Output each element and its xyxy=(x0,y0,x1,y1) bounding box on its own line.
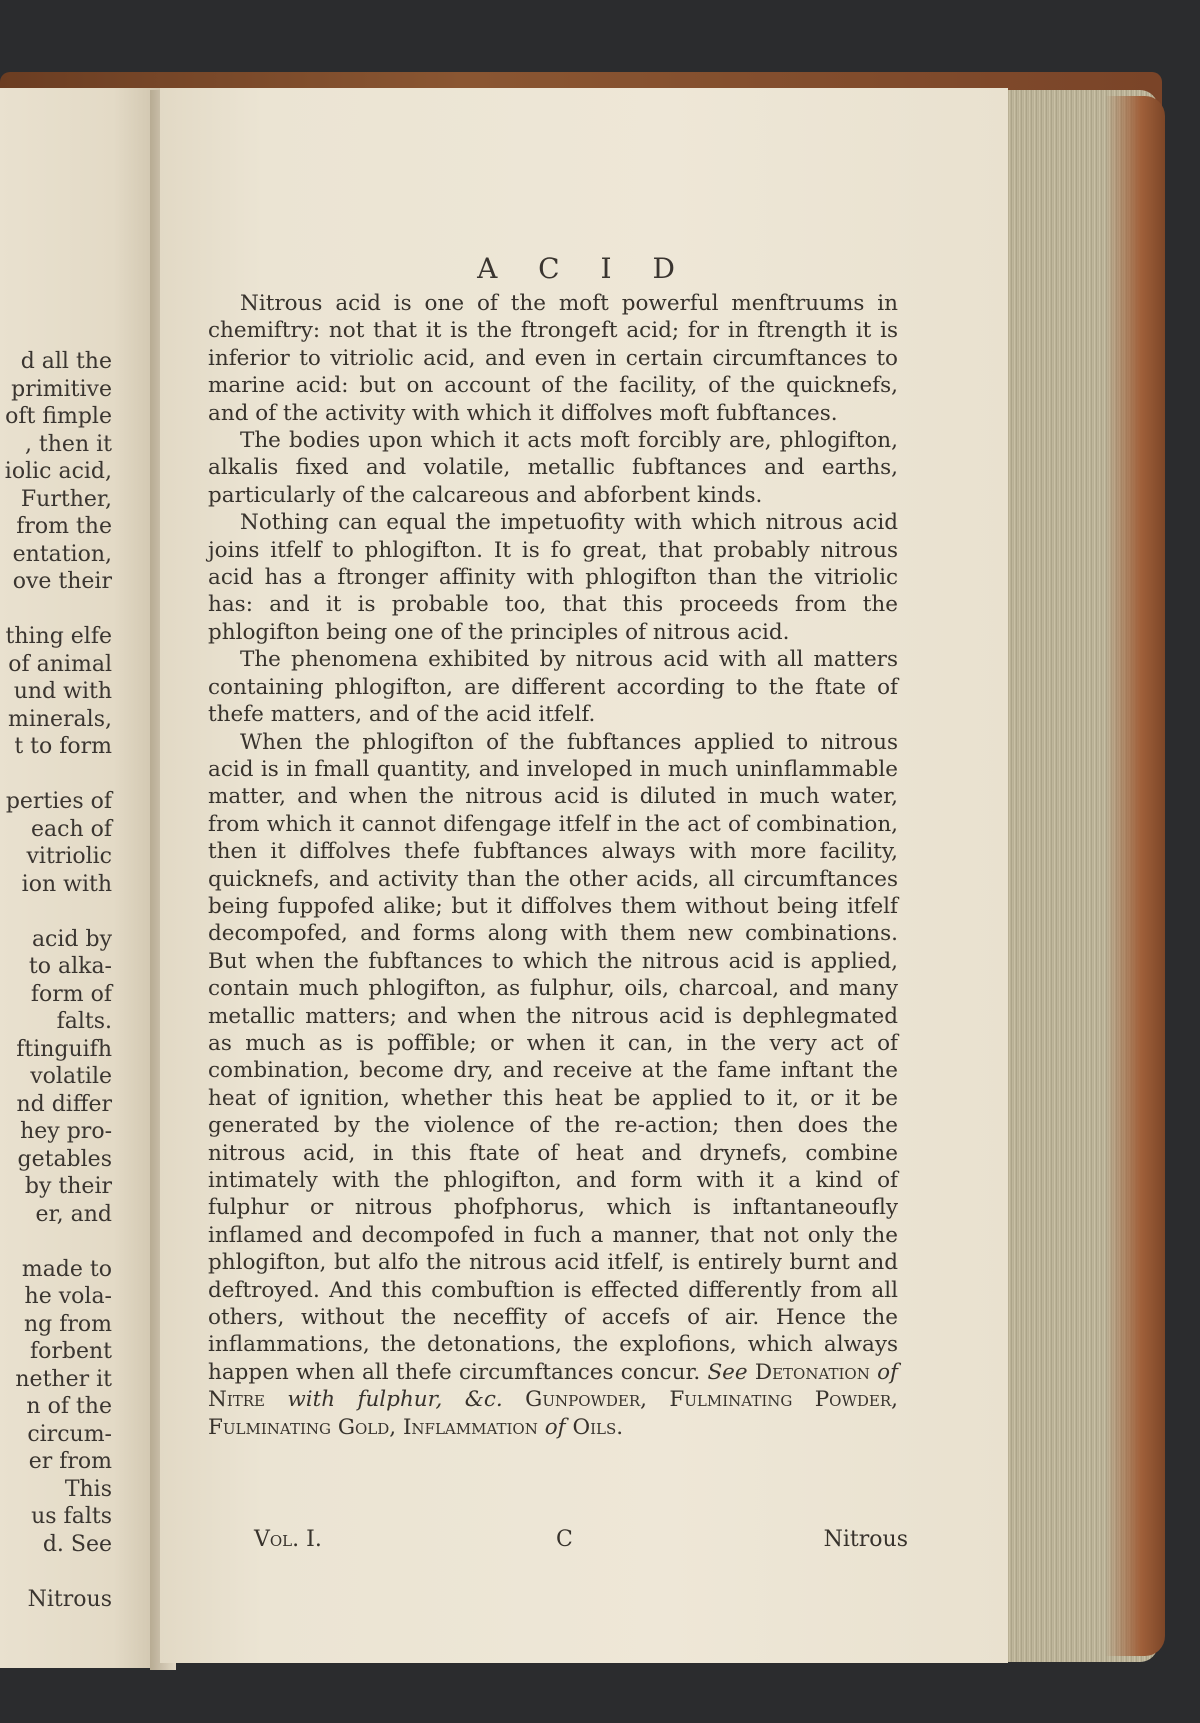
paragraph-2: The bodies upon which it acts moft forcibly are, phlogifton, alkalis fixed and volatile, metallic fubftances and earths, particularly of the calcareous and abforbent kinds. xyxy=(208,428,898,508)
crossref-nitre: Nitre xyxy=(208,1387,265,1413)
left-page-line: each of xyxy=(30,816,112,842)
left-page-line: , then it xyxy=(24,431,112,457)
page-body xyxy=(208,290,898,1441)
left-page-line: us falts xyxy=(31,1504,112,1529)
left-page-line: thing elfe xyxy=(5,624,112,649)
left-page-line xyxy=(0,1558,112,1586)
left-page-line: Further, xyxy=(20,486,112,512)
cover-edge xyxy=(1105,96,1165,1656)
left-page-line: d. See xyxy=(42,1531,112,1557)
left-page-line: of animal xyxy=(8,651,112,677)
left-page-line: n of the xyxy=(26,1394,112,1419)
volume-label: Vol. I. xyxy=(254,1527,322,1552)
signature-mark: C xyxy=(556,1527,573,1552)
left-page-line: d all the xyxy=(20,349,112,374)
catchword: Nitrous xyxy=(823,1527,908,1552)
left-page-line: getables xyxy=(17,1146,112,1172)
left-page-line: oft fimple xyxy=(5,404,112,429)
crossref-detonation: Detonation xyxy=(754,1359,870,1385)
page-heading: A C I D xyxy=(477,252,691,285)
left-page-line: made to xyxy=(21,1256,112,1282)
left-page-line xyxy=(0,596,112,624)
with-sulphur-label: with fulphur, &c. xyxy=(287,1387,503,1413)
left-page-line xyxy=(0,898,112,926)
of-label-2: of xyxy=(544,1414,566,1440)
left-page-line: ion with xyxy=(21,871,112,897)
left-page-line: hey pro- xyxy=(20,1119,112,1144)
left-page-line: primitive xyxy=(11,376,112,402)
paragraph-3: Nothing can equal the impetuofity with which nitrous acid joins itfelf to phlogifton. It is fo great, that probably nitrous acid has a ftronger affinity with phlogifton than the vitriolic has: and it is probable too, that this proceeds from the phlogifton being one of the principles of nitrous acid. xyxy=(208,510,898,645)
left-page-line: Nitrous xyxy=(27,1586,112,1612)
paragraph-5 xyxy=(208,729,898,1442)
left-page-line: to alka- xyxy=(28,954,112,979)
left-page-line: by their xyxy=(24,1174,112,1199)
left-page-line: nd differ xyxy=(16,1091,112,1117)
left-page-line: nether it xyxy=(15,1366,112,1392)
left-page-line xyxy=(0,1228,112,1256)
left-page-line: form of xyxy=(30,981,112,1007)
left-page-line xyxy=(0,761,112,789)
left-page-line: er, and xyxy=(35,1201,112,1227)
left-page-line: from the xyxy=(16,514,112,539)
left-page-text xyxy=(0,348,112,1613)
left-page-line: ftinguifh xyxy=(16,1036,112,1062)
left-page-line: und with xyxy=(13,679,112,704)
paragraph-4: The phenomena exhibited by nitrous acid with all matters containing phlogifton, are different according to the ftate of thefe matters, and of the acid itfelf. xyxy=(208,647,898,728)
left-page-line: forbent xyxy=(29,1339,112,1364)
see-label: See xyxy=(707,1359,748,1385)
left-page-line: ng from xyxy=(23,1311,112,1337)
left-page-line: er from xyxy=(28,1449,112,1474)
left-page-line: acid by xyxy=(31,926,112,952)
left-page-line: minerals, xyxy=(7,706,112,732)
left-page-line: falts. xyxy=(56,1009,112,1034)
paragraph-5-text: When the phlogifton of the fubftances applied to nitrous acid is in fmall quantity, and inveloped in much uninflammable matter, and when the nitrous acid is diluted in much water, from which it cannot difengage itfelf in the act of combination, then it diffolves thefe fubftances always with more facility, quicknefs, and activity than the other acids, all circumftances being fuppofed alike; but it diffolves them without being itfelf decompofed, and forms along with them new combinations. But when the fubftances to which the nitrous acid is applied, contain much phlogifton, as fulphur, oils, charcoal, and many metallic matters; and when the nitrous acid is dephlegmated as much as is poffible; or when it can, in the very act of combination, become dry, and receive at the fame inftant the heat of ignition, whether this heat be applied to it, or it be generated by the violence of the re-action; then does the nitrous acid, in this ftate of heat and drynefs, combine intimately with the phlogifton, and form with it a kind of fulphur or nitrous phofphorus, which is inftantaneoufly inflamed and decompofed in fuch a manner, that not only the phlogifton, but alfo the nitrous acid itfelf, is entirely burnt and deftroyed. And this combuftion is effected differently from all others, without the neceffity of accefs of air. Hence the inflammations, the detonations, the explofions, which always happen when all thefe circumftances concur. xyxy=(208,729,898,1385)
crossref-list: Gunpowder, Fulminating Powder, Fulminating Gold, Inflammation xyxy=(208,1387,898,1440)
left-page-line: ove their xyxy=(12,569,112,594)
of-label-1: of xyxy=(877,1359,898,1385)
left-page-line: circum- xyxy=(27,1421,112,1447)
left-page-line: This xyxy=(64,1476,112,1502)
left-page-line: t to form xyxy=(14,734,112,759)
left-page-line: perties of xyxy=(5,789,112,814)
left-page-line: entation, xyxy=(12,541,112,567)
left-page-line: iolic acid, xyxy=(4,459,112,484)
crossref-oils: Oils. xyxy=(572,1414,624,1440)
left-page xyxy=(0,88,162,1668)
paragraph-1: Nitrous acid is one of the moft powerful menftruums in chemiftry: not that it is the ftrongeft acid; for in ftrength it is inferior to vitriolic acid, and even in certain circumftances to marine acid: but on account of the facility, of the quicknefs, and of the activity with which it diffolves moft fubftances. xyxy=(208,291,898,426)
left-page-line: volatile xyxy=(30,1064,112,1089)
left-page-line: he vola- xyxy=(24,1284,112,1309)
left-page-line: vitriolic xyxy=(26,844,112,869)
